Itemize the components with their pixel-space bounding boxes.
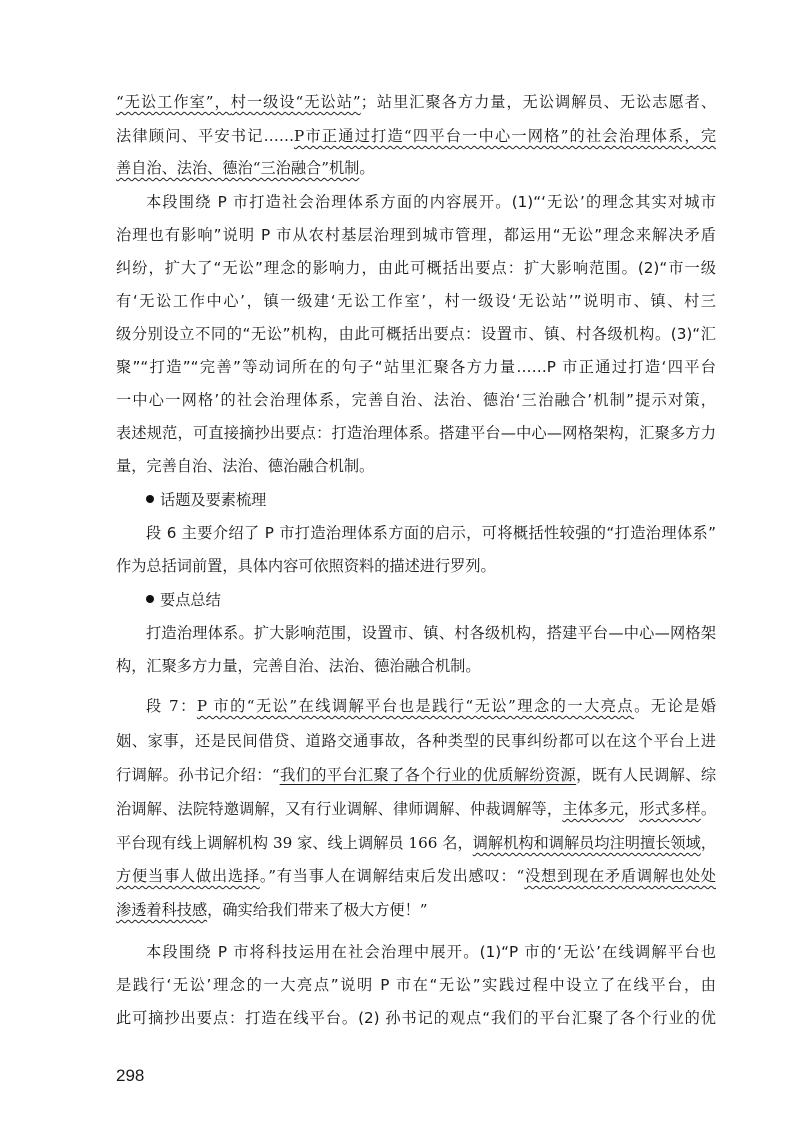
plain-text: 。无论是婚 [634,697,716,715]
underlined-text: 我们的平台汇聚了各个行业的优质解纷资源 [279,766,577,784]
section2-line-1: 打造治理体系。扩大影响范围，设置市、镇、村各级机构，搭建平台—中心—网格架 [146,624,716,642]
analysis1-line-9: 量，完善自治、法治、德治融合机制。 [116,457,375,475]
bullet-dot-icon [146,595,154,603]
analysis1-line-4: 有‘无讼工作中心’，镇一级建‘无讼工作室’，村一级设‘无讼站’”说明市、镇、村三 [116,292,716,310]
plain-text: ， [700,834,717,852]
wavy-underlined-text: 方便当事人做出选择 [116,867,260,885]
section-heading-text: 话题及要素梳理 [160,491,267,509]
para7-line-7 [116,900,716,920]
section-heading-topics [146,490,266,510]
para7-line-5 [116,833,716,853]
plain-text: 。 [359,159,375,177]
top-paragraph-line-1 [116,92,716,112]
wavy-underlined-text: 渗透着科技感 [116,901,208,919]
para7-line-2: 姻、家事，还是民间借贷、道路交通事故，各种类型的民事纠纷都可以在这个平台上进 [116,732,716,750]
plain-text: 。 [700,800,717,818]
wavy-underlined-text: 调解机构和调解员均注明擅长领域 [472,834,701,852]
analysis1-line-2: 治理也有影响”说明 P 市从农村基层治理到城市管理，都运用“无讼”理念来解决矛盾 [116,226,716,244]
wavy-underlined-text: 形式多样 [639,800,701,818]
page-number: 298 [116,1066,145,1085]
plain-text: 段 7： [146,697,197,715]
wavy-underlined-text: P 市的“无讼”在线调解平台也是践行“无讼”理念的一大亮点 [196,697,635,715]
section-heading-summary [146,590,221,610]
analysis1-line-7: 一中心一网格’的社会治理体系，完善自治、法治、德治‘三治融合’机制”提示对策， [116,391,716,409]
plain-text: ，既有人民调解、综 [576,766,717,784]
section1-line-2: 作为总括词前置，具体内容可依照资料的描述进行罗列。 [116,557,496,575]
plain-text: 。”有当事人在调解结束后发出感叹：“ [259,867,525,885]
plain-text: ， [623,800,640,818]
plain-text: 平台现有线上调解机构 39 家、线上调解员 166 名， [116,834,473,852]
wavy-underlined-text: 主体多元 [562,800,624,818]
analysis1-line-5: 级分别设立不同的“无讼”机构，由此可概括出要点：设置市、镇、村各级机构。(3)“汇 [116,325,716,343]
analysis2-line-1: 本段围绕 P 市将科技运用在社会治理中展开。(1)“P 市的‘无讼’在线调解平台也 [146,943,716,961]
plain-text: ，确实给我们带来了极大方便！” [207,901,428,919]
para7-line-4 [116,799,716,819]
analysis2-line-2: 是践行‘无讼’理念的一大亮点”说明 P 市在“无讼”实践过程中设立了在线平台，由 [116,976,716,994]
wavy-underlined-text: 没想到现在矛盾调解也处处 [524,867,716,885]
section2-line-2: 构，汇聚多方力量，完善自治、法治、德治融合机制。 [116,657,481,675]
plain-text: 法律顾问、平安书记…… [116,127,295,145]
analysis1-line-6: 聚”“打造”“完善”等动词所在的句子“站里汇聚各方力量……P 市正通过打造‘四平台 [116,358,716,376]
wavy-underlined-text: 村一级设“无讼站” [230,93,361,111]
wavy-underlined-text: “无讼工作室”， [116,93,231,111]
para7-line-3 [116,765,716,785]
plain-text: 行调解。孙书记介绍：“ [116,766,280,784]
para7-line-6 [116,866,716,886]
analysis1-line-3: 纠纷，扩大了“无讼”理念的影响力，由此可概括出要点：扩大影响范围。(2)“市一级 [116,259,716,277]
top-paragraph-line-3 [116,158,716,178]
bullet-dot-icon [146,495,154,503]
wavy-underlined-text: P市正通过打造“四平台一中心一网格”的社会治理体系，完 [294,127,717,145]
plain-text: 治调解、法院特邀调解，又有行业调解、律师调解、仲裁调解等， [116,800,563,818]
section1-line-1: 段 6 主要介绍了 P 市打造治理体系方面的启示，可将概括性较强的“打造治理体系” [146,524,716,542]
analysis1-line-8: 表述规范，可直接摘抄出要点：打造治理体系。搭建平台—中心—网格架构，汇聚多方力 [116,424,716,442]
wavy-underlined-text: 善自治、法治、德治“三治融合”机制 [116,159,360,177]
plain-text: ；站里汇聚各方力量，无讼调解员、无讼志愿者、 [360,93,717,111]
top-paragraph-line-2 [116,126,716,146]
section-heading-text: 要点总结 [160,591,221,609]
analysis2-line-3: 此可摘抄出要点：打造在线平台。(2) 孙书记的观点“我们的平台汇聚了各个行业的优 [116,1009,716,1027]
para7-line-1 [146,696,716,716]
analysis1-line-1: 本段围绕 P 市打造社会治理体系方面的内容展开。(1)“‘无讼’的理念其实对城市 [146,193,716,211]
